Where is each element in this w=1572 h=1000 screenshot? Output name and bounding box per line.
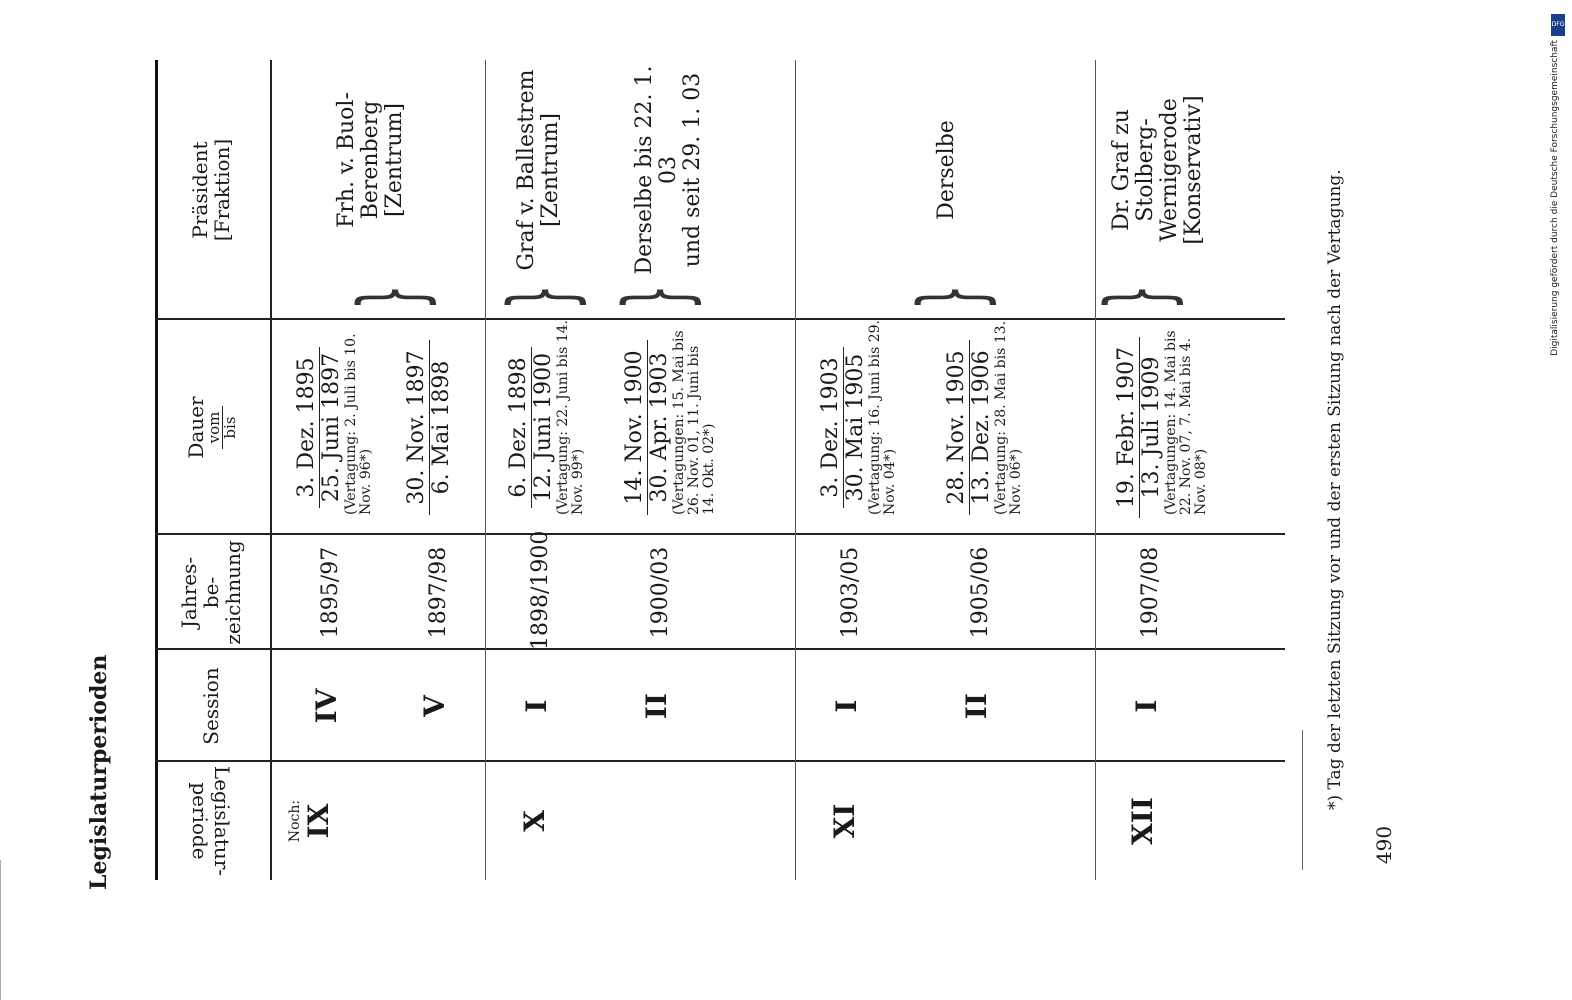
duration-cell: 30. Nov. 1897 6. Mai 1898 (405, 320, 454, 535)
header-jahr: Jahres- be- zeichnung (177, 540, 245, 645)
dfg-logo: DFG (1551, 14, 1565, 36)
period-divider (485, 60, 486, 880)
legislature-table (155, 60, 1285, 880)
session-cell: IV (310, 688, 343, 724)
duration-cell: 6. Dez. 1898 12. Juni 1900 (Vertagung: 22. Juni bis 14. Nov. 99*) (506, 320, 586, 515)
header-dauer: Dauer vom bis (183, 396, 239, 459)
brace-icon: } (492, 284, 594, 310)
footnote-rule (1302, 730, 1303, 870)
duration-cell: 19. Febr. 1907 13. Juli 1909 (Vertagungen: 14. Mai bis 22. Nov. 07, 7. Mai bis 4. Nov. 08*) (1115, 320, 1209, 535)
header-rule (270, 60, 272, 880)
president-cell: Derselbe bis 22. 1. 03 und seit 29. 1. 03 (632, 65, 705, 275)
session-cell: V (418, 695, 451, 717)
duration-cell: 3. Dez. 1895 25. Juni 1897 (Vertagung: 2. Juli bis 10. Nov. 96*) (294, 333, 374, 515)
periode-cell: Noch: IX (287, 799, 335, 843)
president-cell: Derselbe (934, 120, 959, 220)
digitization-credit: Digitalisierung gefördert durch die Deutsche Forschungsgemeinschaft (1550, 40, 1560, 356)
session-cell: II (640, 692, 673, 720)
period-divider (1095, 60, 1096, 880)
president-cell: Frh. v. Buol- Berenberg [Zentrum] (334, 92, 407, 228)
session-cell: I (830, 699, 863, 713)
duration-cell: 14. Nov. 1900 30. Apr. 1903 (Vertagungen: 15. Mai bis 26. Nov. 01, 11. Juni bis 14. Okt. 02*) (622, 330, 717, 515)
brace-icon: } (1089, 284, 1191, 310)
page-title: Legislaturperioden (86, 654, 112, 890)
brace-icon: } (607, 284, 709, 310)
periode-cell: XI (828, 803, 861, 839)
footnote: *) Tag der letzten Sitzung vor und der ersten Sitzung nach der Vertagung. (1325, 169, 1345, 810)
duration-cell: 3. Dez. 1903 30. Mai 1905 (Vertagung: 16. Juni bis 29. Nov. 04*) (818, 320, 898, 515)
year-cell: 1897/98 (426, 546, 451, 639)
president-cell: Graf v. Ballestrem [Zentrum] (514, 69, 563, 271)
header-periode: Legislatur-periode (188, 765, 234, 877)
margin-line (0, 860, 1, 1000)
president-cell: Dr. Graf zu Stolberg- Wernigerode [Konservativ] (1109, 95, 1206, 245)
table-top-rule (155, 60, 158, 880)
year-cell: 1895/97 (318, 546, 343, 639)
year-cell: 1905/06 (968, 546, 993, 639)
session-cell: I (1130, 699, 1163, 713)
year-cell: 1900/03 (648, 546, 673, 639)
periode-cell: X (518, 810, 551, 832)
period-divider (795, 60, 796, 880)
header-praesident: Präsident [Fraktion] (188, 138, 234, 242)
year-cell: 1898/1900 (528, 530, 553, 650)
page-number: 490 (1372, 825, 1396, 865)
periode-cell: XII (1126, 797, 1159, 845)
session-cell: I (520, 699, 553, 713)
year-cell: 1907/08 (1138, 546, 1163, 639)
session-cell: II (960, 692, 993, 720)
duration-cell: 28. Nov. 1905 13. Dez. 1906 (Vertagung: 28. Mai bis 13. Nov. 06*) (944, 320, 1024, 515)
brace-icon: } (342, 284, 444, 310)
year-cell: 1903/05 (838, 546, 863, 639)
header-session: Session (199, 667, 223, 745)
brace-icon: } (902, 284, 1004, 310)
